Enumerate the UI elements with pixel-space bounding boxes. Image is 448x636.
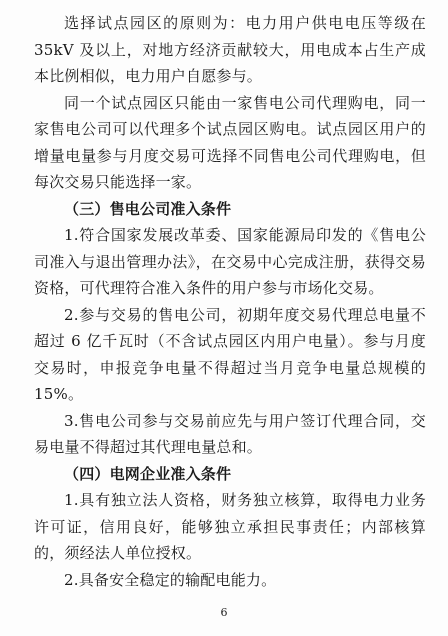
paragraph-grid-condition-2: 2.具备安全稳定的输配电能力。 <box>64 570 277 589</box>
document-body <box>34 10 426 593</box>
paragraph-retailer-condition-3: 3.售电公司参与交易前应先与用户签订代理合同，交易电量不得超过其代理电量总和。 <box>34 411 426 456</box>
paragraph-grid-condition-1: 1.具有独立法人资格，财务独立核算，取得电力业务许可证，信用良好，能够独立承担民事责任；内部核算的，须经法人单位授权。 <box>34 491 426 562</box>
section-heading-grid-access: （四）电网企业准入条件 <box>64 464 232 483</box>
paragraph-retailer-condition-2: 2.参与交易的售电公司，初期年度交易代理总电量不超过 6 亿千瓦时（不含试点园区内用户电量）。参与月度交易时，申报竞争电量不得超过当月竞争电量总规模的 15%。 <box>34 305 426 403</box>
section-heading-retailer-access: （三）售电公司准入条件 <box>64 199 232 218</box>
paragraph-retailer-condition-1: 1.符合国家发展改革委、国家能源局印发的《售电公司准入与退出管理办法》，在交易中心完成注册，获得交易资格，可代理符合准入条件的用户参与市场化交易。 <box>34 226 426 297</box>
paragraph-park-agency-rule: 同一个试点园区只能由一家售电公司代理购电，同一家售电公司可以代理多个试点园区购电。试点园区用户的增量电量参与月度交易可选择不同售电公司代理购电，但每次交易只能选择一家。 <box>34 93 426 191</box>
page-number: 6 <box>220 606 228 619</box>
paragraph-park-selection-principle: 选择试点园区的原则为：电力用户供电电压等级在 35kV 及以上，对地方经济贡献较大，用电成本占生产成本比例相似，电力用户自愿参与。 <box>34 14 426 85</box>
